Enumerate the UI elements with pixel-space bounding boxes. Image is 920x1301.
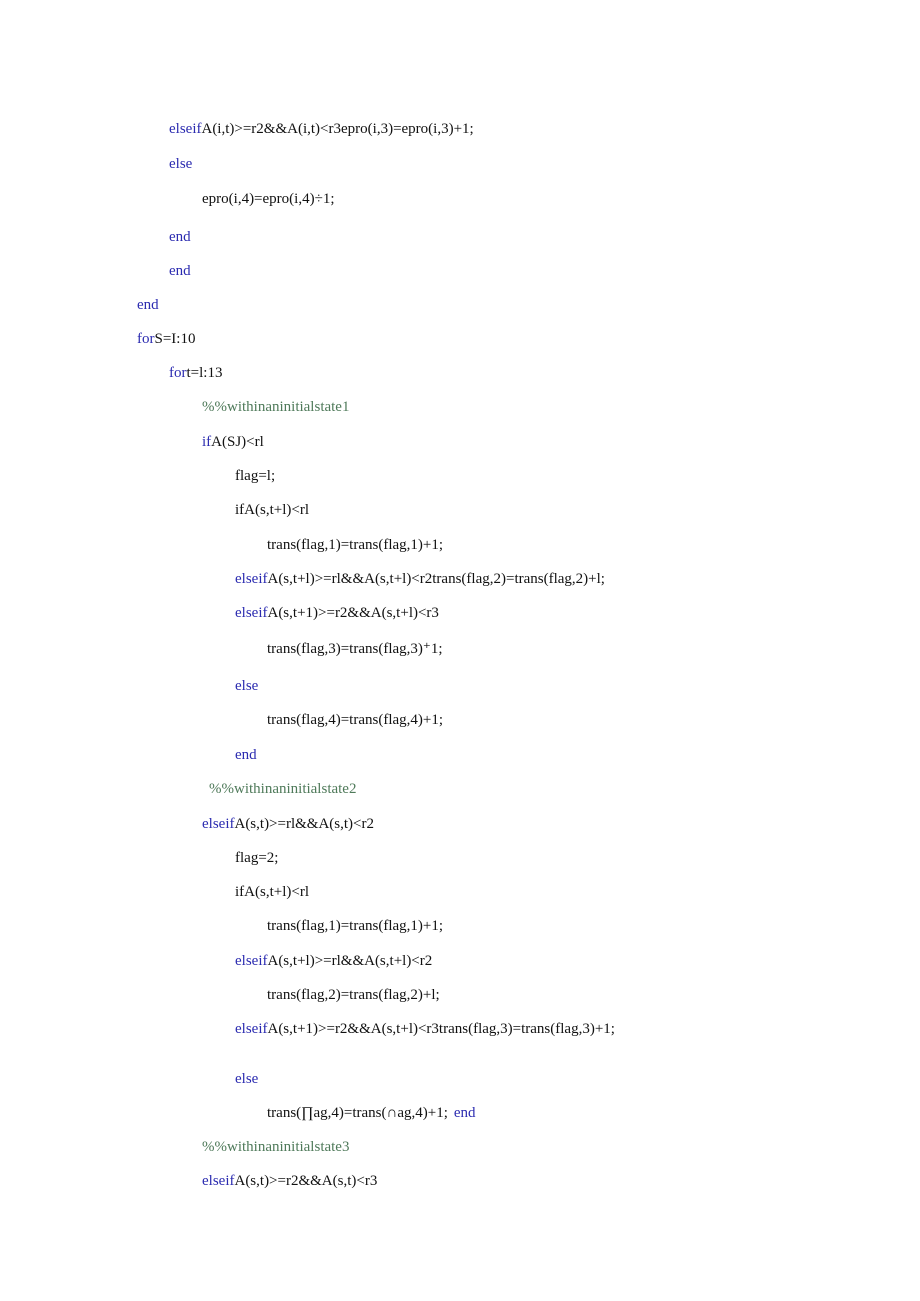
code-text: S=I:10 bbox=[154, 331, 196, 347]
keyword: if bbox=[202, 434, 212, 450]
code-line bbox=[137, 296, 159, 314]
code-line bbox=[235, 952, 432, 970]
code-text: A(SJ)<rl bbox=[211, 434, 264, 450]
keyword: elseif bbox=[202, 1173, 235, 1189]
code-line bbox=[169, 120, 474, 138]
code-text: trans(flag,2)=trans(flag,2)+l; bbox=[267, 987, 440, 1003]
code-line bbox=[267, 1104, 476, 1122]
code-line bbox=[235, 467, 275, 485]
keyword: elseif bbox=[235, 1021, 268, 1037]
code-line bbox=[169, 228, 191, 246]
code-line bbox=[202, 398, 349, 416]
code-line bbox=[209, 780, 356, 798]
keyword: else bbox=[235, 678, 259, 694]
keyword: end bbox=[453, 1105, 476, 1121]
code-line bbox=[267, 536, 443, 554]
code-text: A(s,t)>=rl&&A(s,t)<r2 bbox=[234, 816, 375, 832]
code-line bbox=[202, 433, 264, 451]
code-line bbox=[169, 262, 191, 280]
code-line bbox=[202, 815, 374, 833]
keyword: elseif bbox=[202, 816, 235, 832]
code-line bbox=[267, 986, 440, 1004]
code-line bbox=[137, 330, 195, 348]
code-line bbox=[235, 604, 439, 622]
code-text: A(s,t+l)>=rl&&A(s,t+l)<r2trans(flag,2)=trans(flag,2)+l; bbox=[267, 571, 605, 587]
code-line bbox=[202, 1138, 349, 1156]
keyword: elseif bbox=[235, 953, 268, 969]
keyword: elseif bbox=[235, 571, 268, 587]
code-line bbox=[235, 570, 605, 588]
code-text: trans(flag,1)=trans(flag,1)+1; bbox=[267, 537, 444, 553]
code-line bbox=[267, 917, 443, 935]
comment: %%withinaninitialstate2 bbox=[209, 781, 357, 797]
keyword: end bbox=[169, 229, 191, 245]
keyword: elseif bbox=[235, 605, 268, 621]
code-text: flag=l; bbox=[235, 468, 276, 484]
code-line bbox=[235, 501, 309, 519]
code-text: trans(flag,1)=trans(flag,1)+1; bbox=[267, 918, 444, 934]
keyword: end bbox=[235, 747, 257, 763]
keyword: end bbox=[137, 297, 159, 313]
code-text: A(s,t+1)>=r2&&A(s,t+l)<r3 bbox=[267, 605, 439, 621]
code-text: A(i,t)>=r2&&A(i,t)<r3epro(i,3)=epro(i,3)+1; bbox=[201, 121, 474, 137]
code-text: trans(flag,3)=trans(flag,3)⁺1; bbox=[267, 641, 443, 657]
keyword: for bbox=[169, 365, 187, 381]
keyword: elseif bbox=[169, 121, 202, 137]
code-line bbox=[267, 640, 442, 658]
code-text: t=l:13 bbox=[186, 365, 223, 381]
code-line bbox=[235, 1020, 615, 1038]
code-text: A(s,t)>=r2&&A(s,t)<r3 bbox=[234, 1173, 378, 1189]
code-text: flag=2; bbox=[235, 850, 279, 866]
comment: %%withinaninitialstate1 bbox=[202, 399, 350, 415]
code-line bbox=[169, 364, 222, 382]
code-text: epro(i,4)=epro(i,4)÷1; bbox=[202, 191, 335, 207]
code-text: ifA(s,t+l)<rl bbox=[235, 502, 309, 518]
keyword: for bbox=[137, 331, 155, 347]
code-text: A(s,t+l)>=rl&&A(s,t+l)<r2 bbox=[267, 953, 433, 969]
code-text: trans(flag,4)=trans(flag,4)+1; bbox=[267, 712, 444, 728]
keyword: else bbox=[235, 1071, 259, 1087]
comment: %%withinaninitialstate3 bbox=[202, 1139, 350, 1155]
code-line bbox=[169, 155, 192, 173]
code-line bbox=[235, 883, 309, 901]
code-line bbox=[202, 1172, 377, 1190]
code-text: ifA(s,t+l)<rl bbox=[235, 884, 309, 900]
code-text: A(s,t+1)>=r2&&A(s,t+l)<r3trans(flag,3)=trans(flag,3)+1; bbox=[267, 1021, 615, 1037]
code-line bbox=[235, 1070, 258, 1088]
code-line bbox=[235, 746, 257, 764]
code-line bbox=[235, 677, 258, 695]
code-line bbox=[267, 711, 443, 729]
keyword: else bbox=[169, 156, 193, 172]
code-line bbox=[235, 849, 278, 867]
code-text: trans(∏ag,4)=trans(∩ag,4)+1; bbox=[267, 1105, 448, 1121]
keyword: end bbox=[169, 263, 191, 279]
code-line bbox=[202, 190, 334, 208]
